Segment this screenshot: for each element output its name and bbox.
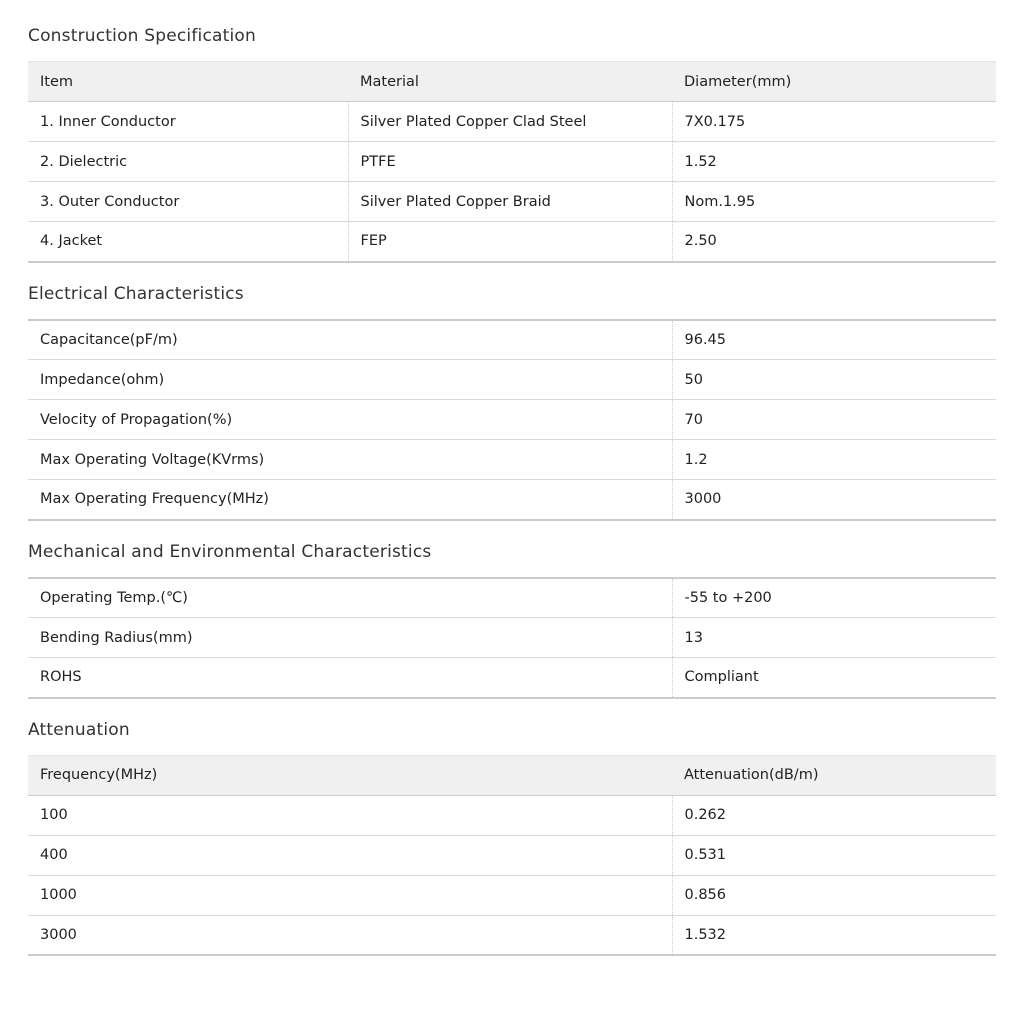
attenuation-cell: 0.856 xyxy=(672,875,996,915)
column-header-diameter: Diameter(mm) xyxy=(672,62,996,102)
property-cell: Capacitance(pF/m) xyxy=(28,320,672,360)
frequency-cell: 1000 xyxy=(28,875,672,915)
item-cell: 2. Dielectric xyxy=(28,142,348,182)
table-row xyxy=(28,102,996,142)
construction-table xyxy=(28,61,996,263)
electrical-section-title: Electrical Characteristics xyxy=(28,283,244,304)
item-cell: 3. Outer Conductor xyxy=(28,182,348,222)
value-cell: Compliant xyxy=(672,658,996,698)
value-cell: 1.2 xyxy=(672,440,996,480)
column-header-attenuation: Attenuation(dB/m) xyxy=(672,755,996,795)
material-cell: Silver Plated Copper Clad Steel xyxy=(348,102,672,142)
frequency-cell: 3000 xyxy=(28,915,672,955)
table-row xyxy=(28,875,996,915)
table-row xyxy=(28,360,996,400)
table-row xyxy=(28,835,996,875)
value-cell: 3000 xyxy=(672,480,996,520)
electrical-section xyxy=(28,284,996,521)
material-cell: Silver Plated Copper Braid xyxy=(348,182,672,222)
table-row xyxy=(28,578,996,618)
attenuation-section-title: Attenuation xyxy=(28,719,130,740)
property-cell: ROHS xyxy=(28,658,672,698)
attenuation-cell: 0.262 xyxy=(672,795,996,835)
electrical-table xyxy=(28,319,996,521)
property-cell: Operating Temp.(℃) xyxy=(28,578,672,618)
attenuation-cell: 1.532 xyxy=(672,915,996,955)
value-cell: 96.45 xyxy=(672,320,996,360)
table-row xyxy=(28,915,996,955)
diameter-cell: 2.50 xyxy=(672,222,996,262)
property-cell: Max Operating Frequency(MHz) xyxy=(28,480,672,520)
diameter-cell: 7X0.175 xyxy=(672,102,996,142)
value-cell: 50 xyxy=(672,360,996,400)
diameter-cell: 1.52 xyxy=(672,142,996,182)
table-row xyxy=(28,320,996,360)
mechanical-table xyxy=(28,577,996,699)
construction-section-title: Construction Specification xyxy=(28,26,256,46)
mechanical-section xyxy=(28,542,996,699)
property-cell: Max Operating Voltage(KVrms) xyxy=(28,440,672,480)
value-cell: 70 xyxy=(672,400,996,440)
attenuation-section xyxy=(28,720,996,957)
value-cell: -55 to +200 xyxy=(672,578,996,618)
construction-header-row xyxy=(28,62,996,102)
table-row xyxy=(28,142,996,182)
material-cell: FEP xyxy=(348,222,672,262)
item-cell: 1. Inner Conductor xyxy=(28,102,348,142)
table-row xyxy=(28,400,996,440)
attenuation-table xyxy=(28,755,996,957)
table-row xyxy=(28,440,996,480)
material-cell: PTFE xyxy=(348,142,672,182)
column-header-material: Material xyxy=(348,62,672,102)
column-header-frequency: Frequency(MHz) xyxy=(28,755,672,795)
column-header-item: Item xyxy=(28,62,348,102)
diameter-cell: Nom.1.95 xyxy=(672,182,996,222)
property-cell: Bending Radius(mm) xyxy=(28,618,672,658)
construction-section xyxy=(28,26,996,263)
frequency-cell: 400 xyxy=(28,835,672,875)
attenuation-cell: 0.531 xyxy=(672,835,996,875)
value-cell: 13 xyxy=(672,618,996,658)
property-cell: Impedance(ohm) xyxy=(28,360,672,400)
table-row xyxy=(28,795,996,835)
mechanical-section-title: Mechanical and Environmental Characteristics xyxy=(28,541,432,562)
table-row xyxy=(28,222,996,262)
property-cell: Velocity of Propagation(%) xyxy=(28,400,672,440)
table-row xyxy=(28,658,996,698)
table-row xyxy=(28,480,996,520)
table-row xyxy=(28,182,996,222)
frequency-cell: 100 xyxy=(28,795,672,835)
item-cell: 4. Jacket xyxy=(28,222,348,262)
attenuation-header-row xyxy=(28,755,996,795)
table-row xyxy=(28,618,996,658)
